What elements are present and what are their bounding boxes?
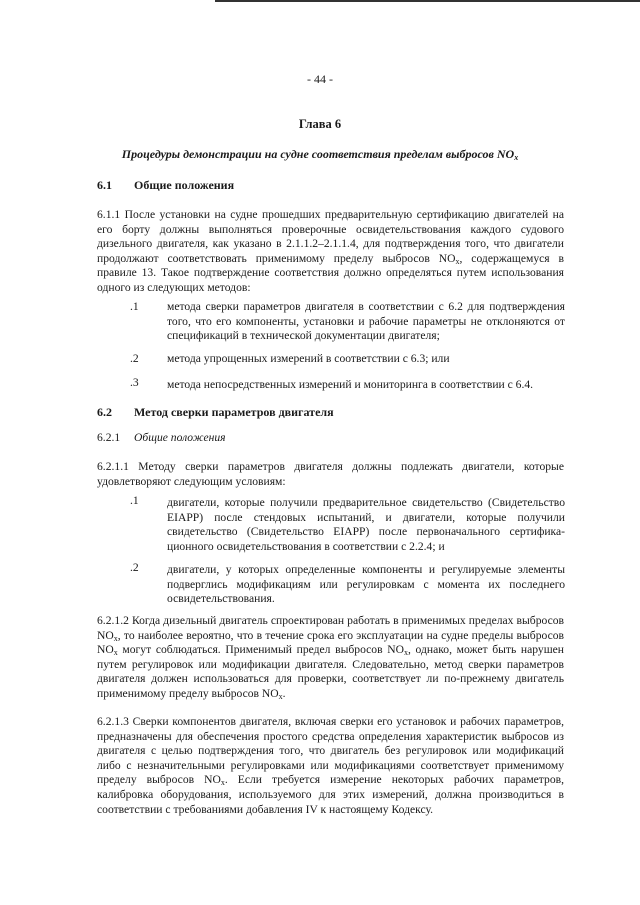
- subsection-title: Общие положения: [134, 431, 226, 444]
- subscript: x: [113, 633, 118, 643]
- scan-top-edge: [215, 0, 640, 2]
- subscript: x: [514, 153, 519, 162]
- subscript: x: [220, 778, 225, 788]
- list-item-number: .3: [130, 376, 139, 389]
- paragraph-6-1-1: [97, 208, 564, 296]
- paragraph-text: могут соблюдаться. Применимый предел выбросов NO: [117, 643, 404, 657]
- paragraph-text: , однако, может быть нарушен путем регулировок или модификации двигателя. Следовательно, метод сверки параметров двигателя должен использоваться для проверки, соответствует ли по-прежнему двигатель применимому пределу выбросов NO: [97, 643, 564, 700]
- section-title: Общие положения: [134, 178, 235, 192]
- subscript: x: [455, 256, 460, 266]
- paragraph-6-2-1-2: [97, 614, 564, 702]
- list-item: двигатели, которые получили предварительное свидетельство (Свидетельство EIAPP) после стендовых испытаний, и двигатели, которые получили свидетельство (Свидетельство EIAPP) после первоначального сертифика-ционного освидетельствования в соответствии с 2.2.4; и: [167, 496, 565, 553]
- chapter-title: Глава 6: [298, 117, 342, 131]
- section-title: Метод сверки параметров двигателя: [134, 405, 334, 419]
- paragraph-6-2-1-3: [97, 715, 564, 817]
- list-item: метода сверки параметров двигателя в соответствии с 6.2 для подтверждения того, что его компоненты, установки и рабочие параметры не отклоняются от спецификаций в технической документации двигателя;: [167, 300, 565, 343]
- page-number: - 44 -: [307, 72, 333, 86]
- section-number: 6.2: [97, 405, 112, 419]
- subscript: x: [113, 648, 118, 658]
- list-item-number: .1: [130, 494, 139, 507]
- list-item: двигатели, у которых определенные компоненты и регулируемые элементы подверглись модификациям или регулировкам с момента их последнего освидетельствования.: [167, 563, 565, 606]
- paragraph-text: , то наиболее вероятно, что в течение срока его эксплуатации на судне пределы выбросов NO: [97, 628, 564, 657]
- subscript: x: [278, 691, 283, 701]
- chapter-subtitle-text: Процедуры демонстрации на судне соответствия пределам выбросов NO: [121, 147, 515, 161]
- chapter-subtitle: [0, 147, 640, 162]
- paragraph-text: , содержащемуся в правиле 13. Такое подтверждение соответствия должно определяться путем использования одного из следующих методов:: [97, 251, 565, 294]
- paragraph-6-2-1-1: 6.2.1.1 Методу сверки параметров двигателя должны подлежать двигатели, которые удовлетворяют следующим условиям:: [97, 460, 564, 488]
- paragraph-text: . Если требуется измерение некоторых рабочих параметров, калибровка оборудования, используемого для этих измерений, должна производиться в соответствии с требованиями добавления IV к настоящему Кодексу.: [97, 773, 564, 816]
- list-item-number: .2: [130, 352, 139, 365]
- paragraph-text: 6.1.1 После установки на судне прошедших предварительную сертификацию двигателей на его борту должны выполняться проверочные освидетельствования каждого судового дизельного двигателя, как указано в 2.1.1.2–2.1.1.4, для подтверждения того, что двигатели продолжают соответствовать применимому пределу выбросов NO: [97, 208, 564, 265]
- paragraph-text: .: [282, 686, 286, 700]
- subscript: x: [403, 648, 408, 658]
- list-item: метода упрощенных измерений в соответствии с 6.3; или: [167, 352, 450, 365]
- list-item-number: .1: [130, 300, 139, 313]
- paragraph-text: 6.2.1.3 Сверки компонентов двигателя, включая сверки его установок и рабочих параметров, предназначены для обеспечения простого средства определения характеристик выбросов из двигателя с целью подтверждения того, что двигатель без регулировок или модификаций либо с незначительными регулировками или модификациями соответствует применимому пределу выбросов NO: [97, 715, 564, 787]
- subsection-number: 6.2.1: [97, 431, 121, 444]
- section-number: 6.1: [97, 178, 112, 192]
- paragraph-text: 6.2.1.2 Когда дизельный двигатель спроектирован работать в применимых пределах выбросов NO: [97, 614, 564, 642]
- list-item-number: .2: [130, 561, 139, 574]
- list-item: метода непосредственных измерений и мониторинга в соответствии с 6.4.: [167, 378, 534, 391]
